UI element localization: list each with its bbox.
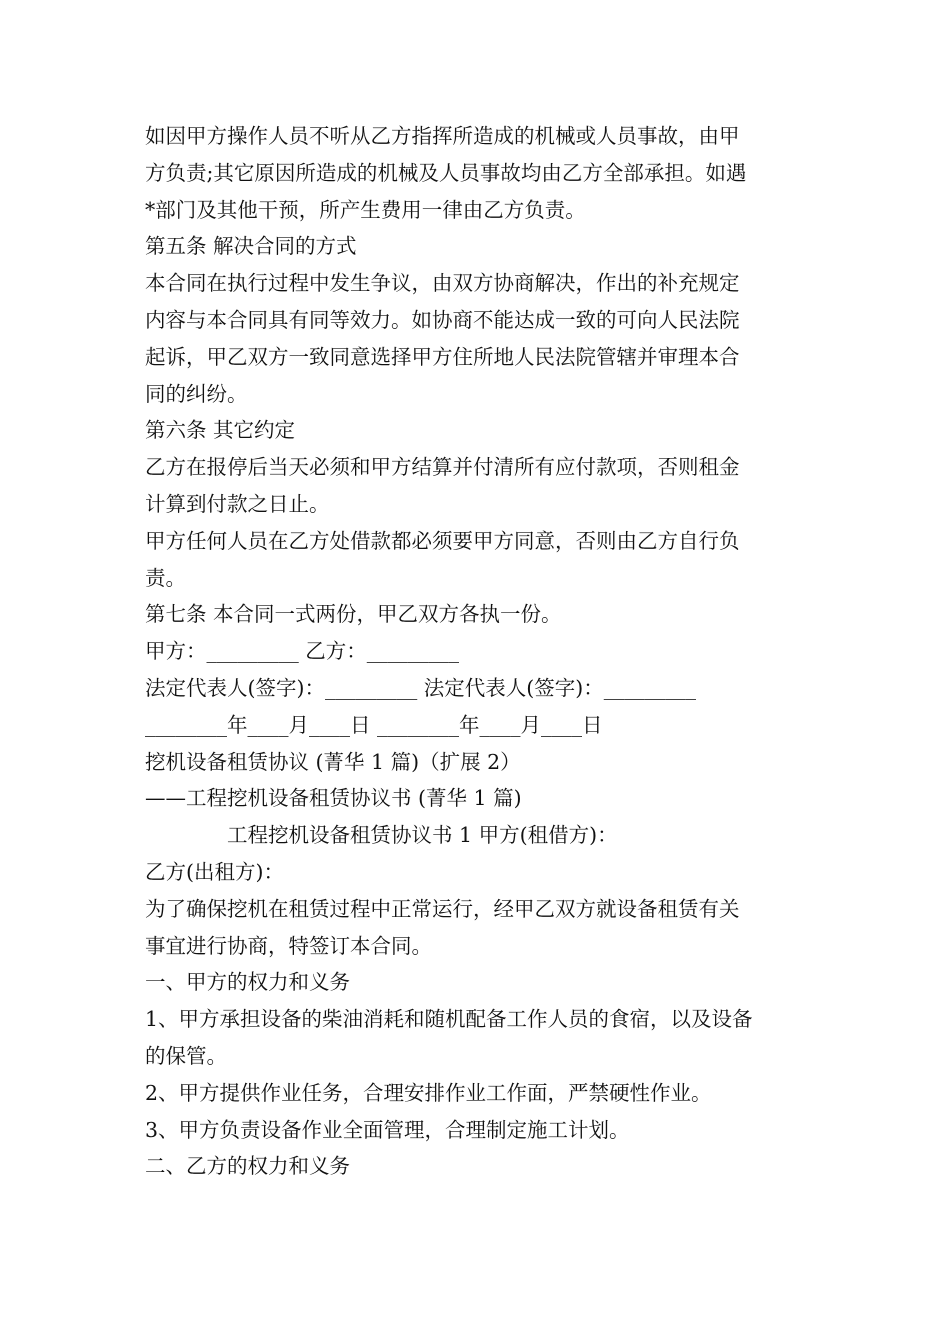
document-subtitle: ——工程挖机设备租赁协议书 (菁华 1 篇) [145,786,522,811]
section-heading-party-a-rights: 一、甲方的权力和义务 [145,970,350,995]
paragraph-line: 起诉，甲乙双方一致同意选择甲方住所地人民法院管辖并审理本合 [145,344,740,369]
paragraph-line: 为了确保挖机在租赁过程中正常运行，经甲乙双方就设备租赁有关 [145,896,740,921]
section-heading-article-6: 第六条 其它约定 [145,418,296,443]
list-item: 的保管。 [145,1043,227,1068]
section-heading-article-5: 第五条 解决合同的方式 [145,234,357,259]
paragraph-line: 内容与本合同具有同等效力。如协商不能达成一致的可向人民法院 [145,307,740,332]
paragraph-line: 方负责;其它原因所造成的机械及人员事故均由乙方全部承担。如遇 [145,160,747,185]
paragraph-line: 乙方在报停后当天必须和甲方结算并付清所有应付款项，否则租金 [145,455,740,480]
party-b-line: 乙方(出租方)： [145,859,284,884]
paragraph-line: 本合同在执行过程中发生争议，由双方协商解决，作出的补充规定 [145,271,740,296]
paragraph-line: 事宜进行协商，特签订本合同。 [145,933,432,958]
agreement-heading: 工程挖机设备租赁协议书 1 甲方(租借方)： [227,823,618,848]
paragraph-line: 同的纠纷。 [145,381,248,406]
section-heading-article-7: 第七条 本合同一式两份，甲乙双方各执一份。 [145,602,562,627]
signature-date-line: ________年____月____日 ________年____月____日 [145,712,603,737]
list-item: 2、甲方提供作业任务，合理安排作业工作面，严禁硬性作业。 [145,1080,712,1105]
paragraph-line: 计算到付款之日止。 [145,491,330,516]
section-heading-party-b-rights: 二、乙方的权力和义务 [145,1154,350,1179]
document-page [145,118,810,1185]
document-title: 挖机设备租赁协议 (菁华 1 篇)（扩展 2） [145,749,521,774]
signature-parties-line: 甲方：_________ 乙方：_________ [145,639,460,664]
list-item: 1、甲方承担设备的柴油消耗和随机配备工作人员的食宿，以及设备 [145,1007,753,1032]
paragraph-line: 甲方任何人员在乙方处借款都必须要甲方同意，否则由乙方自行负 [145,528,740,553]
list-item: 3、甲方负责设备作业全面管理，合理制定施工计划。 [145,1117,630,1142]
signature-representative-line: 法定代表人(签字)：_________ 法定代表人(签字)：_________ [145,675,697,700]
paragraph-line: *部门及其他干预，所产生费用一律由乙方负责。 [145,197,586,222]
paragraph-line: 如因甲方操作人员不听从乙方指挥所造成的机械或人员事故，由甲 [145,124,740,148]
paragraph-line: 责。 [145,565,186,590]
